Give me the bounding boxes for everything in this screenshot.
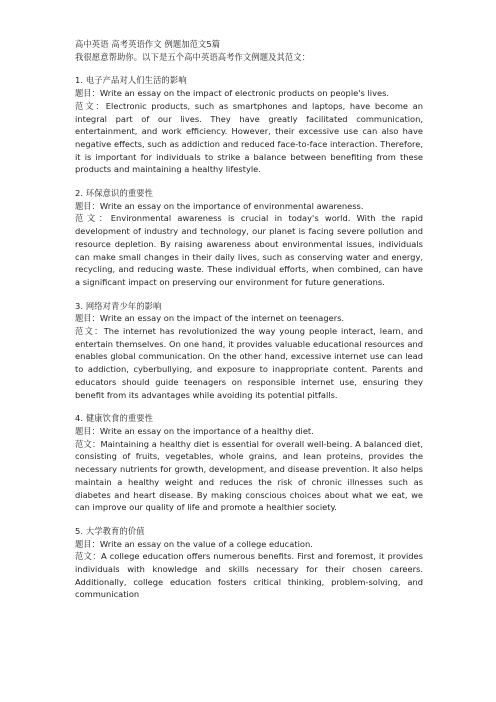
prompt-label: 题目： bbox=[75, 200, 100, 211]
prompt-line bbox=[75, 538, 423, 551]
essay-paragraph bbox=[75, 212, 423, 288]
essay-section-3 bbox=[75, 300, 423, 402]
document-body bbox=[75, 38, 423, 601]
prompt-line bbox=[75, 312, 423, 325]
essay-text: Maintaining a healthy diet is essential for overall well-being. A balanced diet, consisting of fruits, vegetables, whole grains, and lean proteins, provides the necessary nutrients for growth, development, and disease prevention. It also helps maintain a healthy weight and reduces the risk of chronic illnesses such as diabetes and heart disease. By making conscious choices about what we eat, we can improve our quality of life and promote a healthier society. bbox=[75, 438, 423, 513]
prompt-text: Write an essay on the importance of environmental awareness. bbox=[99, 200, 364, 211]
prompt-label: 题目： bbox=[75, 313, 100, 324]
essay-text: A college education offers numerous benefits. First and foremost, it provides individuals with knowledge and skills necessary for their chosen careers. Additionally, college education fosters critical thinking, problem-solving, and communication bbox=[75, 551, 423, 600]
essay-text: The internet has revolutionized the way young people interact, learn, and entertain themselves. On one hand, it provides valuable educational resources and enables global communication. On the other hand, excessive internet use can lead to addiction, cyberbullying, and exposure to inappropriate content. Parents and educators should guide teenagers on responsible internet use, ensuring they benefit from its advantages while avoiding its potential pitfalls. bbox=[75, 326, 423, 400]
section-heading: 2. 环保意识的重要性 bbox=[75, 188, 154, 199]
document-title: 高中英语 高考英语作文 例题加范文5篇 bbox=[75, 39, 221, 49]
essay-paragraph bbox=[75, 550, 423, 601]
document-intro: 我很愿意帮助你。以下是五个高中英语高考作文例题及其范文： bbox=[75, 51, 311, 62]
prompt-label: 题目： bbox=[75, 88, 100, 99]
prompt-line bbox=[75, 425, 423, 438]
essay-label: 范文： bbox=[75, 551, 102, 562]
essay-section-4 bbox=[75, 412, 423, 514]
essay-label: 范文： bbox=[75, 326, 104, 337]
prompt-label: 题目： bbox=[75, 538, 100, 549]
essay-section-5 bbox=[75, 525, 423, 601]
section-heading: 3. 网络对青少年的影响 bbox=[75, 300, 162, 311]
essay-label: 范文： bbox=[75, 438, 101, 449]
essay-paragraph bbox=[75, 438, 423, 514]
prompt-text: Write an essay on the impact of the internet on teenagers. bbox=[99, 313, 345, 324]
section-heading: 1. 电子产品对人们生活的影响 bbox=[75, 75, 187, 86]
prompt-text: Write an essay on the value of a college education. bbox=[99, 538, 313, 549]
essay-paragraph bbox=[75, 325, 423, 401]
section-heading: 4. 健康饮食的重要性 bbox=[75, 413, 154, 424]
essay-label: 范文： bbox=[75, 100, 106, 111]
prompt-line bbox=[75, 87, 423, 100]
essay-paragraph bbox=[75, 100, 423, 176]
essay-section-2 bbox=[75, 187, 423, 289]
essay-text: Electronic products, such as smartphones and laptops, have become an integral part of our lives. They have greatly facilitated communication, entertainment, and work efficiency. However, their excessive use can also have negative effects, such as addiction and reduced face-to-face interaction. Therefore, it is important for individuals to strike a balance between benefiting from these products and maintaining a healthy lifestyle. bbox=[75, 100, 423, 175]
prompt-label: 题目： bbox=[75, 425, 100, 436]
essay-label: 范文： bbox=[75, 213, 111, 224]
prompt-text: Write an essay on the importance of a healthy diet. bbox=[99, 425, 314, 436]
section-heading: 5. 大学教育的价值 bbox=[75, 525, 145, 536]
essay-section-1 bbox=[75, 74, 423, 176]
essay-text: Environmental awareness is crucial in today's world. With the rapid development of industry and technology, our planet is facing severe pollution and resource depletion. By raising awareness about environmental issues, individuals can make small changes in their daily lives, such as conserving water and energy, recycling, and reducing waste. These individual efforts, when combined, can have a significant impact on preserving our environment for future generations. bbox=[75, 213, 423, 287]
prompt-line bbox=[75, 200, 423, 213]
prompt-text: Write an essay on the impact of electronic products on people's lives. bbox=[99, 88, 390, 99]
